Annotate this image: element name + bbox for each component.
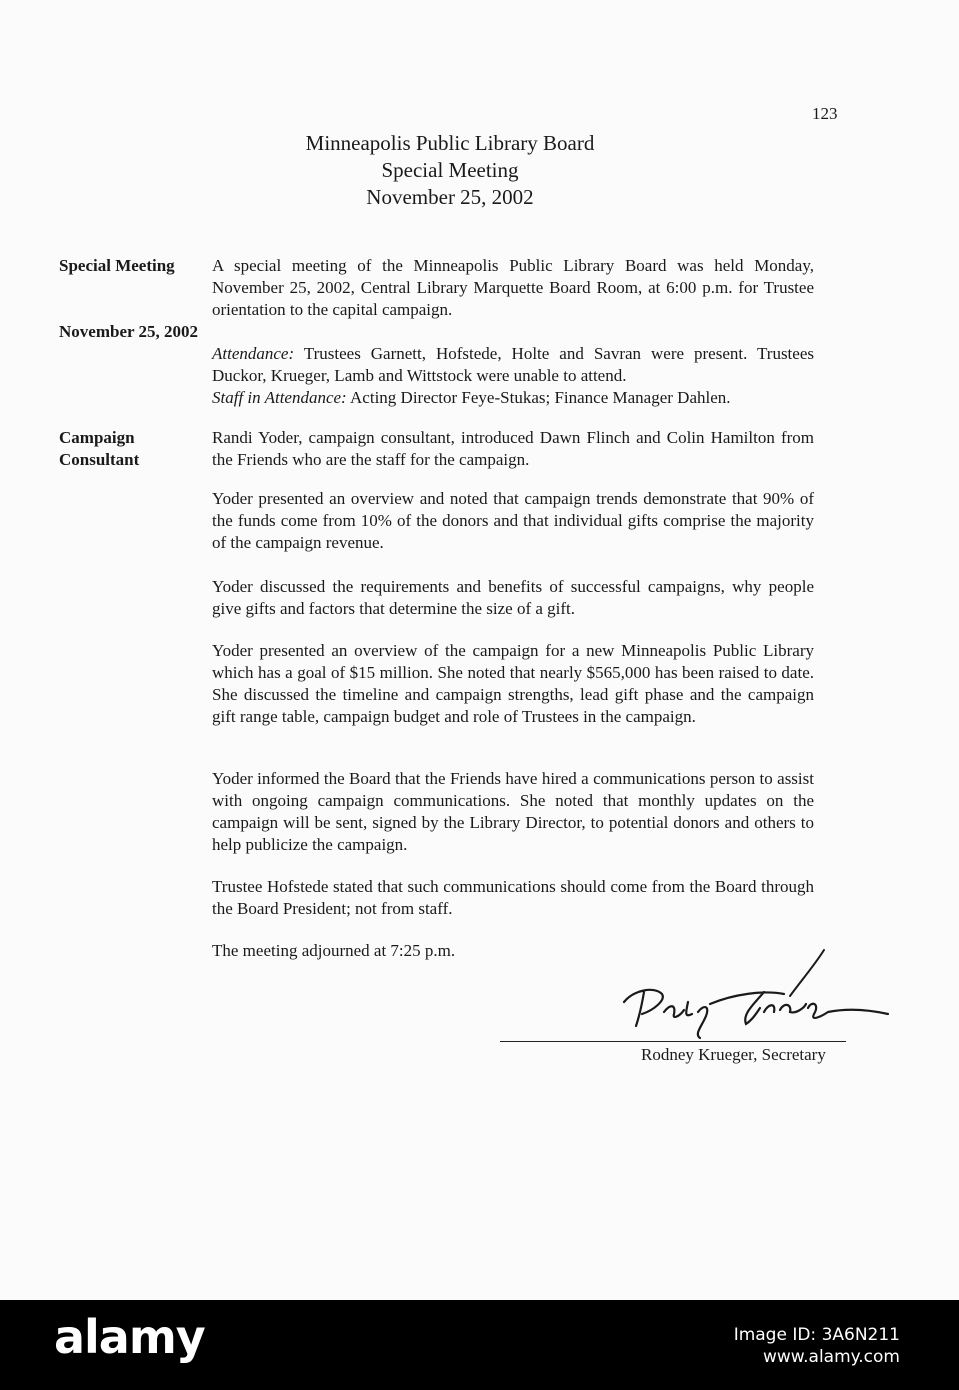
intro-paragraph: A special meeting of the Minneapolis Public Library Board was held Monday, November 25, 2002, Central Library Marquette Board Room, at 6:00 p.m. for Trustee orientation to the capital campaign. [212,256,814,319]
staff-attendance-label: Staff in Attendance: [212,388,347,407]
attendance-block [212,343,814,409]
signature-line [500,1041,846,1042]
attendance-paragraph [212,343,814,387]
staff-attendance-text: Acting Director Feye-Stukas; Finance Manager Dahlen. [350,388,731,407]
alamy-logo: alamy [54,1310,205,1364]
signatory-name-title: Rodney Krueger, Secretary [641,1045,826,1064]
paragraph-hofstede: Trustee Hofstede stated that such communications should come from the Board through the Board President; not from staff. [212,877,814,918]
title-line-meeting: Special Meeting [381,158,519,182]
footer-url: www.alamy.com [762,1347,900,1367]
paragraph-introductions: Randi Yoder, campaign consultant, introduced Dawn Flinch and Colin Hamilton from the Friends who are the staff for the campaign. [212,428,814,469]
sidebar-campaign-line2: Consultant [59,450,140,469]
watermark-footer [0,1300,959,1390]
footer-image-info [734,1324,900,1368]
document-title [0,130,900,211]
paragraph-requirements: Yoder discussed the requirements and benefits of successful campaigns, why people give gifts and factors that determine the size of a gift. [212,577,814,618]
sidebar-special-meeting: Special Meeting [59,256,175,275]
staff-attendance-paragraph [212,387,814,409]
paragraph-overview-trends: Yoder presented an overview and noted that campaign trends demonstrate that 90% of the funds come from 10% of the donors and that individual gifts comprise the majority of the campaign revenue. [212,489,814,552]
paragraph-campaign-goal: Yoder presented an overview of the campaign for a new Minneapolis Public Library which has a goal of $15 million. She noted that nearly $565,000 has been raised to date. She discussed the timeline and campaign strengths, lead gift phase and the campaign gift range table, campaign budget and role of Trustees in the campaign. [212,641,814,726]
handwritten-signature [614,942,894,1042]
attendance-label: Attendance: [212,344,295,363]
paragraph-communications: Yoder informed the Board that the Friends have hired a communications person to assist with ongoing campaign communications. She noted that monthly updates on the campaign will be sent, signed by the Library Director, to potential donors and others to help publicize the campaign. [212,769,814,854]
page-number: 123 [812,104,838,123]
sidebar-campaign-consultant [59,427,139,471]
sidebar-campaign-line1: Campaign [59,428,135,447]
title-line-organization: Minneapolis Public Library Board [305,131,595,155]
attendance-text: Trustees Garnett, Hofstede, Holte and Savran were present. Trustees Duckor, Krueger, Lamb and Wittstock were unable to attend. [212,344,814,385]
paragraph-adjourned: The meeting adjourned at 7:25 p.m. [212,941,456,960]
footer-image-id: Image ID: 3A6N211 [733,1325,900,1345]
title-line-date: November 25, 2002 [366,185,534,209]
sidebar-date: November 25, 2002 [59,322,198,341]
